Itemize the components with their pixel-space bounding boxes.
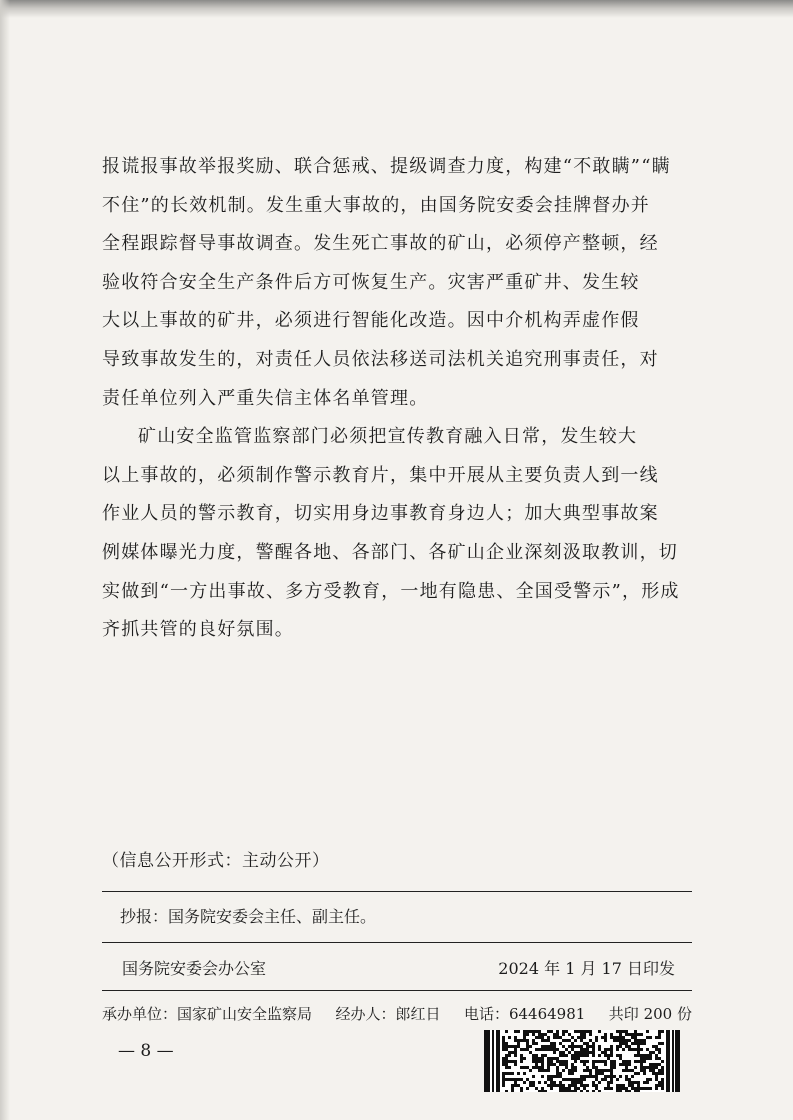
paragraph-line: 矿山安全监管监察部门必须把宣传教育融入日常，发生较大 (138, 426, 638, 448)
paragraph-line: 责任单位列入严重失信主体名单管理。 (102, 387, 429, 409)
print-copies: 共印 200 份 (608, 1005, 692, 1023)
disclosure-notice: （信息公开形式：主动公开） (102, 851, 330, 871)
page-number: — 8 — (118, 1041, 174, 1061)
paragraph-line: 验收符合安全生产条件后方可恢复生产。灾害严重矿井、发生较 (102, 271, 640, 293)
paragraph-line: 大以上事故的矿井，必须进行智能化改造。因中介机构弄虚作假 (102, 310, 640, 332)
divider-middle (102, 942, 692, 943)
paragraph-line: 作业人员的警示教育，切实用身边事教育身边人；加大典型事故案 (102, 503, 659, 525)
paragraph-line (102, 650, 692, 689)
paragraph-line: 实做到“一方出事故、多方受教育，一地有隐患、全国受警示”，形成 (102, 580, 680, 602)
issuing-office: 国务院安委会办公室 (122, 959, 267, 978)
footer-info (102, 1003, 692, 1024)
paragraph-line: 报谎报事故举报奖励、联合惩戒、提级调查力度，构建“不敢瞒”“瞒 (102, 156, 671, 177)
handling-unit: 承办单位：国家矿山安全监察局 (102, 1005, 313, 1023)
issue-date: 2024 年 1 月 17 日印发 (498, 959, 675, 978)
cc-recipients: 抄报：国务院安委会主任、副主任。 (120, 907, 377, 926)
paragraph-1 (102, 148, 692, 418)
paragraph-line: 导致事故发生的，对责任人员依法移送司法机关追究刑事责任，对 (102, 348, 659, 370)
scan-top-edge (0, 0, 793, 18)
paragraph-line: 全程跟踪督导事故调查。发生死亡事故的矿山，必须停产整顿，经 (102, 233, 659, 255)
barcode-icon (484, 1030, 680, 1092)
handler-name: 经办人：郎红日 (335, 1005, 441, 1023)
paragraph-line: 不住”的长效机制。发生重大事故的，由国务院安委会挂牌督办并 (102, 194, 650, 216)
contact-phone: 电话：64464981 (463, 1005, 586, 1023)
paragraph-line: 以上事故的，必须制作警示教育片，集中开展从主要负责人到一线 (102, 464, 659, 486)
paragraph-2 (102, 418, 692, 688)
scan-left-edge (0, 0, 10, 1120)
paragraph-line: 例媒体曝光力度，警醒各地、各部门、各矿山企业深刻汲取教训，切 (102, 541, 678, 563)
divider-top (102, 891, 692, 892)
divider-bottom (102, 990, 692, 991)
body-text (102, 148, 692, 688)
paragraph-line: 齐抓共管的良好氛围。 (102, 619, 294, 641)
